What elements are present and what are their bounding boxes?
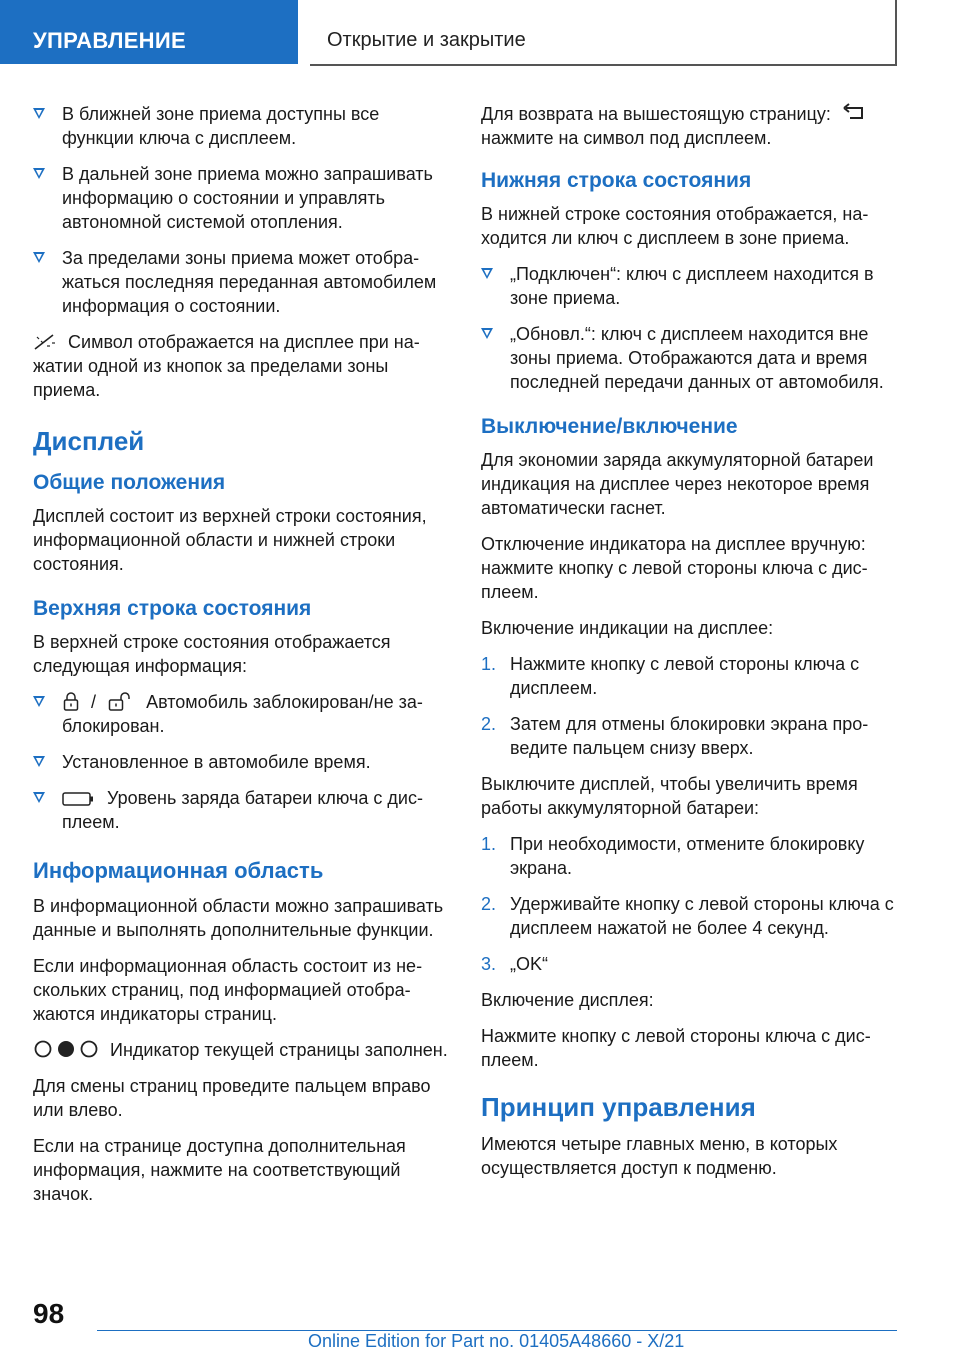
bottom-status-text: В нижней строке состояния отображается, находится ли ключ с дисплеем в зоне приема. — [481, 204, 869, 248]
info-p4: Если на странице доступна дополнительная информация, нажмите на соответствующий значок. — [33, 1136, 406, 1204]
list-item: „Подключен“: ключ с дисплеем находится в зоне приема. — [481, 262, 901, 310]
bullet-triangle-icon — [481, 268, 493, 279]
onoff-p2: Отключение индикатора на дисплее вручную: нажмите кнопку с левой стороны ключа с дисплеем. — [481, 534, 868, 602]
info-p2: Если информационная область состоит из нескольких страниц, под информацией отображаются индикаторы страниц. — [33, 956, 423, 1024]
lock-closed-icon — [62, 691, 80, 711]
bullet-triangle-icon — [33, 108, 45, 119]
onoff-p1: Для экономии заряда аккумуляторной батареи индикация на дисплее через некоторое время автоматически гаснет. — [481, 450, 874, 518]
bullet-triangle-icon — [33, 168, 45, 179]
list-item: За пределами зоны приема может отображаться последняя переданная автомобилем информация о состоянии. — [33, 246, 453, 318]
bullet-triangle-icon — [33, 696, 45, 707]
no-signal-icon — [33, 333, 57, 351]
list-item: Уровень заряда батареи ключа с дисплеем. — [33, 786, 453, 834]
top-status-text: В верхней строке состояния отображается следующая информация: — [33, 632, 391, 676]
heading-principle: Принцип управления — [481, 1092, 756, 1122]
heading-info-area: Информационная область — [33, 858, 324, 883]
bullet-triangle-icon — [481, 328, 493, 339]
header-title-box — [310, 0, 897, 66]
onoff-p4: Выключите дисплей, чтобы увеличить время работы аккумуляторной батареи: — [481, 774, 858, 818]
list-item: 1. При необходимости, отмените блокировку экрана. — [481, 834, 865, 878]
list-item: 1. Нажмите кнопку с левой стороны ключа с дисплеем. — [481, 654, 860, 698]
dots-note: Индикатор текущей страницы заполнен. — [33, 1038, 453, 1062]
list-item: 3. „OK“ — [481, 954, 548, 974]
left-column — [33, 102, 453, 1218]
list-item: В ближней зоне приема доступны все функции ключа с дисплеем. — [33, 102, 453, 150]
bullet-triangle-icon — [33, 756, 45, 767]
principle-text: Имеются четыре главных меню, в которых осуществляется доступ к подменю. — [481, 1134, 838, 1178]
onoff-p3: Включение индикации на дисплее: — [481, 618, 774, 638]
list-item: / Автомобиль заблокирован/не заблокирован. — [33, 690, 453, 738]
lock-open-icon — [107, 691, 133, 711]
heading-general: Общие положения — [33, 471, 226, 494]
general-text: Дисплей состоит из верхней строки состояния, информационной области и нижней строки состояния. — [33, 506, 427, 574]
list-item: 2. Затем для отмены блокировки экрана проведите пальцем снизу вверх. — [481, 714, 869, 758]
heading-display: Дисплей — [33, 426, 145, 456]
heading-bottom-status: Нижняя строка состояния — [481, 169, 752, 192]
header-section-tab — [0, 0, 298, 64]
battery-icon — [62, 791, 94, 807]
heading-top-status: Верхняя строка состояния — [33, 597, 312, 620]
info-p1: В информационной области можно запрашивать данные и выполнять дополнительные функции. — [33, 896, 444, 940]
list-item: Установленное в автомобиле время. — [33, 750, 453, 774]
footer-edition: Online Edition for Part no. 01405A48660 - X/21 — [308, 1331, 685, 1351]
heading-onoff: Выключение/включение — [481, 415, 738, 438]
info-p3: Для смены страниц проведите пальцем вправо или влево. — [33, 1076, 431, 1120]
list-item: „Обновл.“: ключ с дисплеем находится вне зоны приема. Отображаются дата и время последней передачи данных от автомобиля. — [481, 322, 901, 394]
return-note: Для возврата на вышестоящую страницу: нажмите на символ под дисплеем. — [481, 102, 901, 150]
page-dots-icon — [33, 1039, 99, 1059]
header-title: Открытие и закрытие — [327, 29, 526, 51]
list-item: В дальней зоне приема можно запрашивать информацию о состоянии и управлять автономной системой отопления. — [33, 162, 453, 234]
symbol-note: Символ отображается на дисплее при нажатии одной из кнопок за пределами зоны приема. — [33, 332, 420, 400]
list-item: 2. Удерживайте кнопку с левой стороны ключа с дисплеем нажатой не более 4 секунд. — [481, 894, 894, 938]
return-arrow-icon — [842, 103, 868, 123]
onoff-p5: Включение дисплея: — [481, 990, 654, 1010]
header-section-label: УПРАВЛЕНИЕ — [33, 28, 186, 53]
right-column — [481, 102, 901, 1192]
page-number: 98 — [33, 1298, 65, 1329]
bullet-triangle-icon — [33, 792, 45, 803]
onoff-p6: Нажмите кнопку с левой стороны ключа с дисплеем. — [481, 1026, 871, 1070]
bullet-triangle-icon — [33, 252, 45, 263]
